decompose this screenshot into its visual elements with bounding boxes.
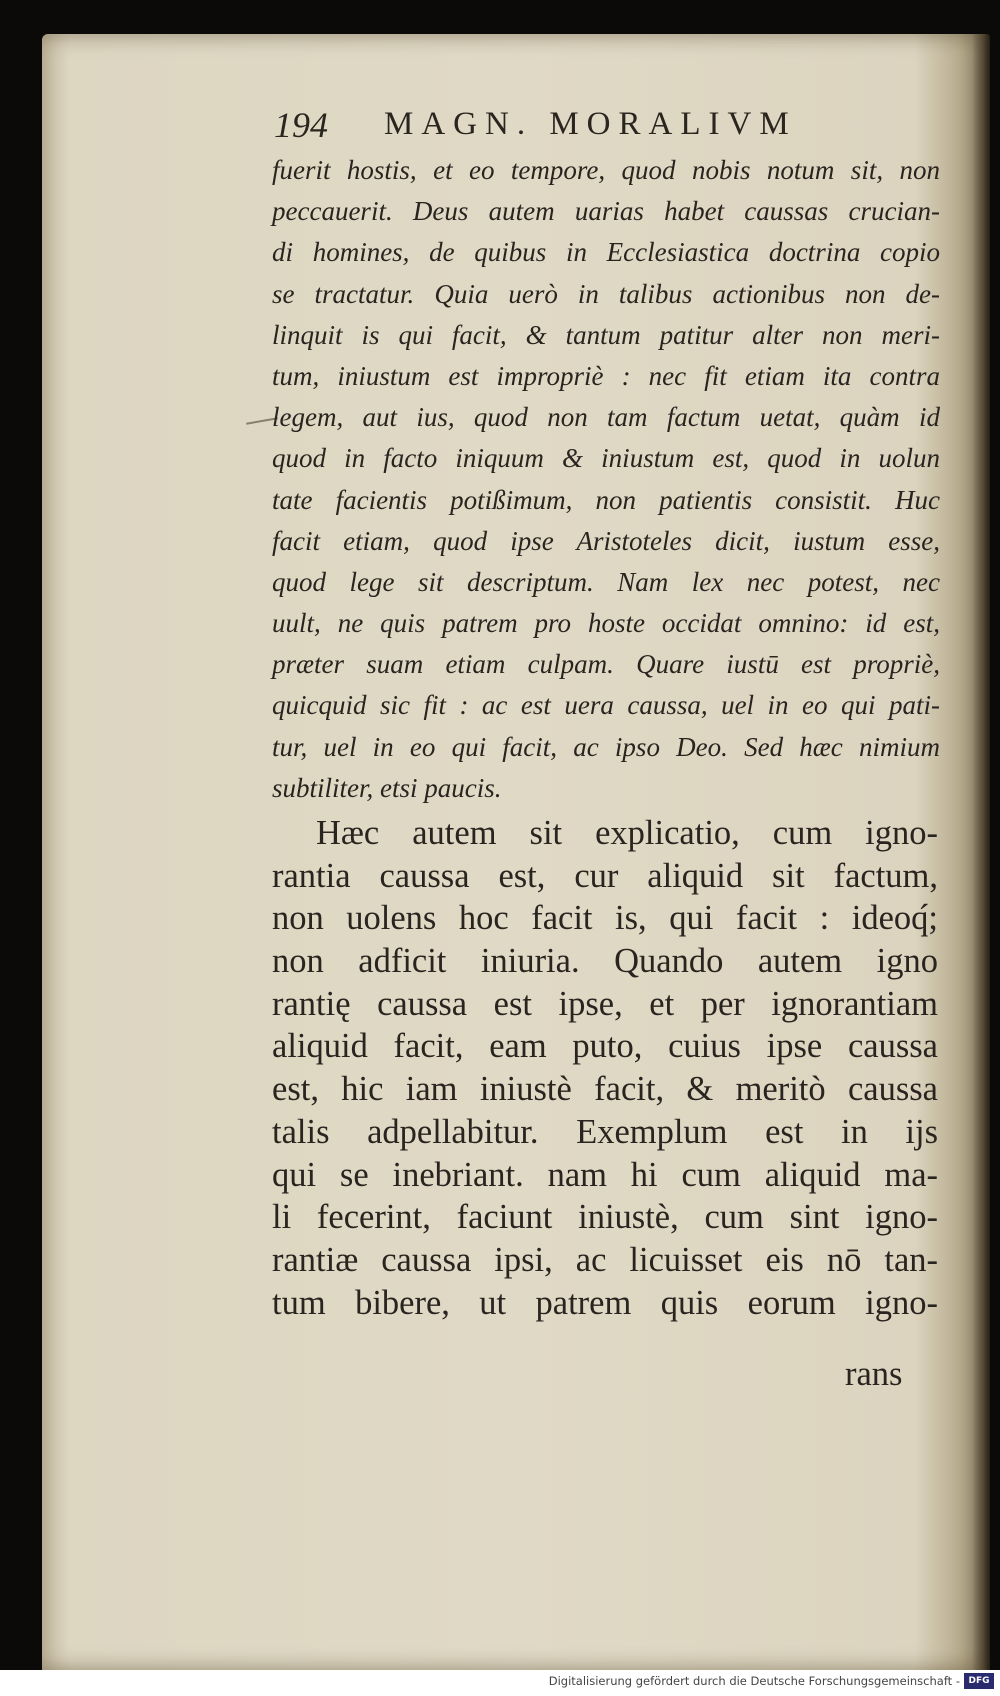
- text-line: peccauerit. Deus autem uarias habet caussas crucian-: [272, 196, 940, 227]
- text-line: tur, uel in eo qui facit, ac ipso Deo. Sed hæc nimium: [272, 731, 940, 762]
- text-line: rantia caussa est, cur aliquid sit factum,: [272, 856, 938, 895]
- text-line: di homines, de quibus in Ecclesiastica doctrina copio: [272, 237, 940, 268]
- text-line: quod lege sit descriptum. Nam lex nec potest, nec: [272, 566, 940, 597]
- text-line: tum bibere, ut patrem quis eorum igno-: [272, 1283, 938, 1322]
- text-line: tate facientis potißimum, non patientis consistit. Huc: [272, 484, 940, 515]
- text-line: tum, iniustum est impropriè : nec fit etiam ita contra: [272, 360, 940, 391]
- catchword: rans: [845, 1355, 903, 1393]
- text-line: linquit is qui facit, & tantum patitur alter non meri-: [272, 319, 940, 350]
- text-line: se tractatur. Quia uerò in talibus actionibus non de-: [272, 278, 940, 309]
- text-line: præter suam etiam culpam. Quare iustū est propriè,: [272, 649, 940, 680]
- text-line: li fecerint, faciunt iniustè, cum sint igno-: [272, 1198, 938, 1237]
- page-edge-shadow: [972, 34, 990, 1670]
- text-line: non uolens hoc facit is, qui facit : ideoq́;: [272, 899, 938, 938]
- dfg-logo: DFG: [964, 1673, 994, 1689]
- text-line: rantiæ caussa ipsi, ac licuisset eis nō tan-: [272, 1240, 938, 1279]
- text-line: qui se inebriant. nam hi cum aliquid ma-: [272, 1155, 938, 1194]
- text-line: uult, ne quis patrem pro hoste occidat omnino: id est,: [272, 608, 940, 639]
- footer-bar: [0, 1670, 1000, 1696]
- text-line: aliquid facit, eam puto, cuius ipse caussa: [272, 1027, 938, 1066]
- text-line: quicquid sic fit : ac est uera caussa, uel in eo qui pati-: [272, 690, 940, 721]
- text-line: fuerit hostis, et eo tempore, quod nobis notum sit, non: [272, 155, 940, 185]
- page-number: 194: [274, 105, 328, 145]
- text-line: quod in facto iniquum & iniustum est, quod in uolun: [272, 443, 940, 474]
- text-line: est, hic iam iniustè facit, & meritò caussa: [272, 1070, 938, 1109]
- text-line: legem, aut ius, quod non tam factum uetat, quàm id: [272, 402, 940, 433]
- italic-paragraph: [272, 150, 940, 809]
- text-line: facit etiam, quod ipse Aristoteles dicit, iustum esse,: [272, 525, 940, 556]
- running-title: MAGN. MORALIVM: [384, 106, 797, 142]
- text-line: non adficit iniuria. Quando autem igno: [272, 942, 938, 981]
- page-header: [274, 104, 874, 154]
- roman-paragraph: [272, 812, 938, 1324]
- text-line: rantię caussa est ipse, et per ignorantiam: [272, 984, 938, 1023]
- funding-credit: Digitalisierung gefördert durch die Deutsche Forschungsgemeinschaft -: [548, 1674, 960, 1688]
- text-line: talis adpellabitur. Exemplum est in ijs: [272, 1112, 938, 1151]
- text-line: subtiliter, etsi paucis.: [272, 772, 502, 803]
- text-line: Hæc autem sit explicatio, cum igno-: [316, 814, 938, 852]
